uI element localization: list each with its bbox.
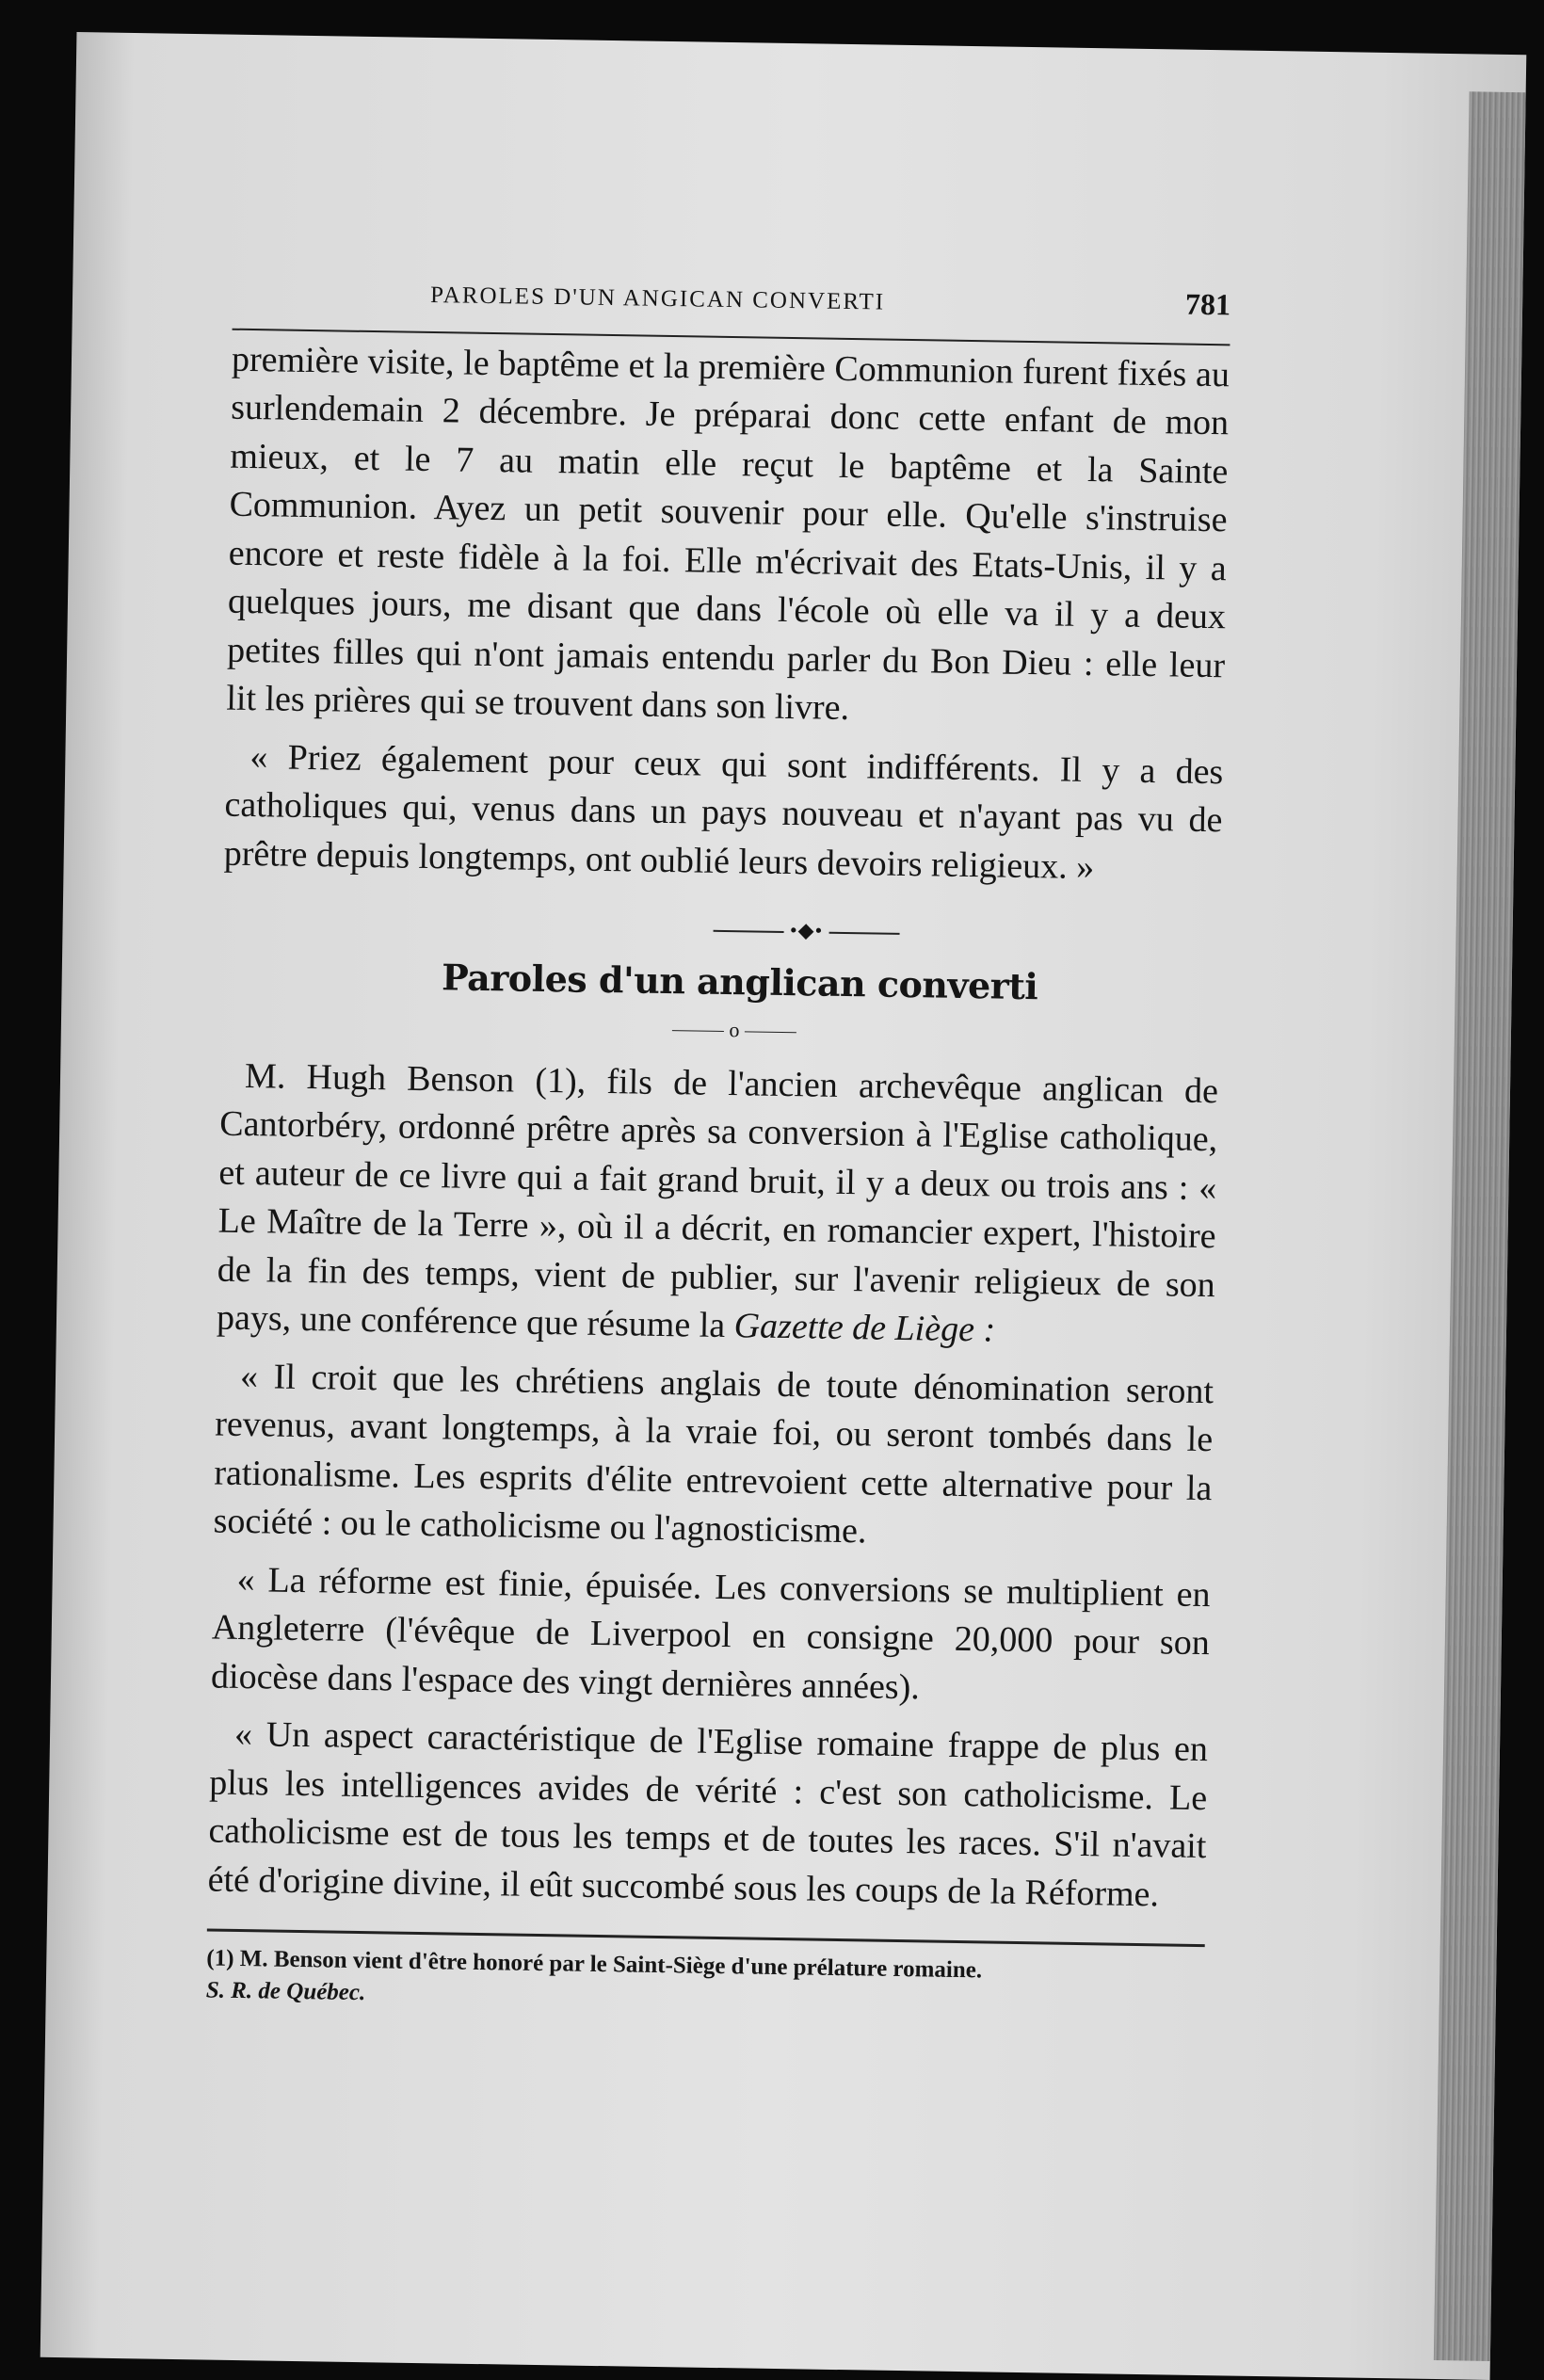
paragraph-quote-2: « La réforme est finie, épuisée. Les conversions se multiplient en Angleterre (l'évêque de Liverpool en consigne 20,000 pour son diocèse dans l'espace des vingt dernières années). bbox=[210, 1559, 1211, 1707]
intro-text: M. Hugh Benson (1), fils de l'ancien archevêque anglican de Cantorbéry, ordonné prêtre après sa conversion à l'Eglise catholique, et auteur de ce livre qui a fait grand bruit, il y a deux ou trois ans : « Le Maître de la Terre », où il a décrit, en romancier expert, l'histoire de la fin des temps, vient de publier, sur l'avenir religieux de son pays, une conférence que résume la bbox=[216, 1055, 1219, 1346]
section-title: Paroles d'un anglican converti bbox=[441, 955, 1038, 1007]
page-edge-shadow bbox=[1434, 91, 1526, 2361]
paragraph-intro bbox=[217, 1052, 1219, 1359]
page-number: 781 bbox=[1184, 286, 1231, 322]
ornament-symbol: •◆• bbox=[789, 918, 824, 942]
paragraph-quote-1: « Il croit que les chrétiens anglais de toute dénomination seront revenus, avant longtemps, à la vraie foi, ou seront tombés dans le rationalisme. Les esprits d'élite entrevoient cette alternative pour la société : ou le catholicisme ou l'agnosticisme. bbox=[213, 1356, 1214, 1552]
small-ornament-symbol: o bbox=[729, 1018, 740, 1042]
text-block bbox=[206, 265, 1231, 2022]
footnote-text: (1) M. Benson vient d'être honoré par le Saint-Siège d'une prélature romaine. bbox=[206, 1945, 983, 1984]
paragraph-quote-3: « Un aspect caractéristique de l'Eglise romaine frappe de plus en plus les intelligences avides de vérité : c'est son catholicisme. Le catholicisme est de tous les temps et de toutes les races. S'il n'avait été d'origine divine, il eût succombé sous les coups de la Réforme. bbox=[207, 1713, 1209, 1914]
small-ornament-line-left bbox=[672, 1031, 724, 1033]
footnote-signature-text: S. R. de Québec. bbox=[205, 1977, 366, 2006]
paragraph-continued: première visite, le baptême et la première Communion furent fixés au surlendemain 2 décembre. Je préparai donc cette enfant de mon mieux, et le 7 au matin elle reçut le baptême et la Sainte Communion. Ayez un petit souvenir pour elle. Qu'elle s'instruise encore et reste fidèle à la foi. Elle m'écrivait des Etats-Unis, il y a quelques jours, me disant que dans l'école où elle va il y a deux petites filles qui n'ont jamais entendu parler du Bon Dieu : elle leur lit les prières qui se trouvent dans son livre. bbox=[226, 339, 1230, 729]
paragraph-quote-priez: « Priez également pour ceux qui sont indifférents. Il y a des catholiques qui, venus dans un pays nouveau et n'ayant pas vu de prêtre depuis longtemps, ont oublié leurs devoirs religieux. » bbox=[223, 736, 1224, 887]
book-page bbox=[40, 32, 1527, 2380]
ornament-line-left bbox=[713, 930, 783, 933]
small-ornament-line-right bbox=[745, 1032, 796, 1034]
ornament-line-right bbox=[829, 932, 900, 935]
footnote bbox=[206, 1942, 1205, 2022]
intro-italic-source: Gazette de Liège : bbox=[733, 1306, 996, 1350]
page-header bbox=[233, 265, 1231, 346]
running-title: PAROLES D'UN ANGICAN CONVERTI bbox=[429, 281, 886, 315]
